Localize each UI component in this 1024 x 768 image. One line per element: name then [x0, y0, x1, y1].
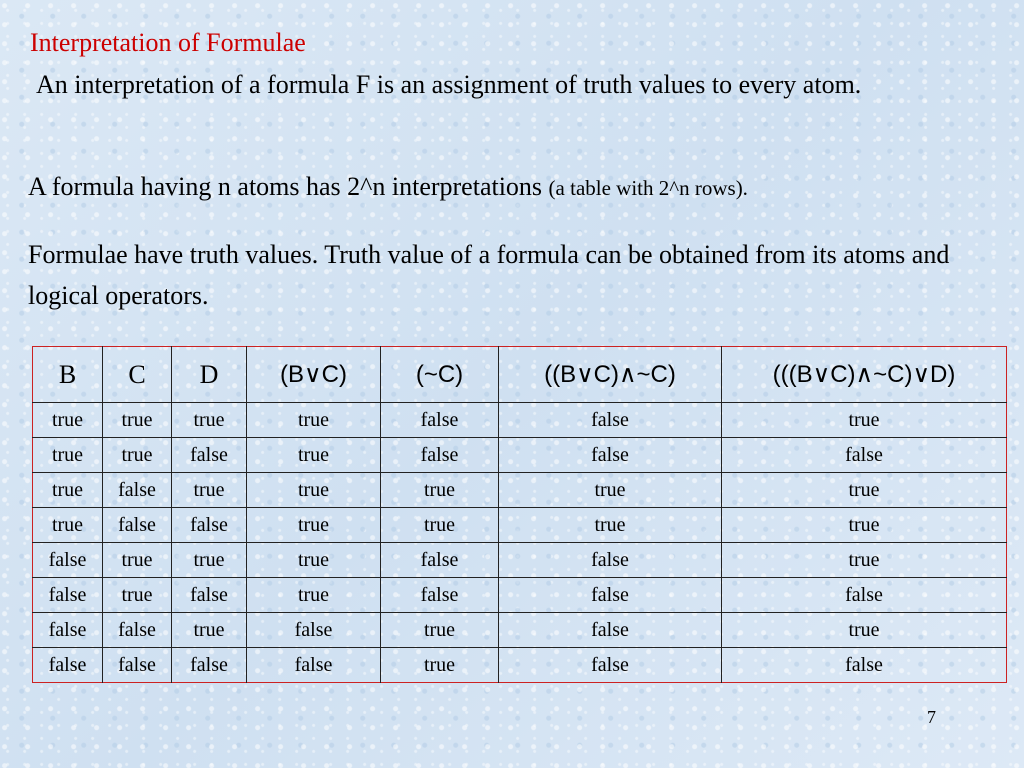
- table-row: [33, 613, 1007, 648]
- table-cell: true: [33, 403, 103, 438]
- table-cell: true: [172, 473, 247, 508]
- table-cell: false: [103, 648, 172, 683]
- table-cell: false: [499, 578, 722, 613]
- table-cell: true: [103, 438, 172, 473]
- table-cell: false: [722, 648, 1007, 683]
- table-cell: false: [33, 613, 103, 648]
- table-cell: false: [499, 438, 722, 473]
- table-cell: false: [499, 613, 722, 648]
- table-row: [33, 403, 1007, 438]
- table-cell: true: [172, 403, 247, 438]
- table-cell: true: [499, 473, 722, 508]
- table-cell: true: [381, 508, 499, 543]
- table-row: [33, 543, 1007, 578]
- table-cell: true: [247, 403, 381, 438]
- table-cell: false: [247, 613, 381, 648]
- table-row: [33, 648, 1007, 683]
- table-cell: true: [247, 473, 381, 508]
- interpretations-count-paragraph: [28, 166, 1018, 209]
- interpretations-count-text: A formula having n atoms has 2^n interpretations: [28, 172, 543, 201]
- table-row: [33, 578, 1007, 613]
- table-cell: false: [172, 438, 247, 473]
- column-header-b: B: [58, 359, 77, 389]
- table-cell: false: [33, 543, 103, 578]
- slide-title: Interpretation of Formulae: [30, 28, 306, 57]
- table-cell: true: [381, 613, 499, 648]
- table-cell: false: [103, 473, 172, 508]
- table-header-row: [33, 347, 1007, 403]
- table-cell: false: [172, 508, 247, 543]
- table-cell: true: [247, 508, 381, 543]
- page-number: 7: [927, 707, 936, 727]
- column-header-d: D: [172, 347, 247, 403]
- table-cell: false: [381, 438, 499, 473]
- table-cell: false: [381, 543, 499, 578]
- table-cell: true: [381, 648, 499, 683]
- table-cell: false: [499, 648, 722, 683]
- table-cell: true: [381, 473, 499, 508]
- table-cell: false: [172, 648, 247, 683]
- table-cell: false: [103, 508, 172, 543]
- definition-paragraph: An interpretation of a formula F is an assignment of truth values to every atom.: [36, 70, 862, 99]
- interpretations-count-note: (a table with 2^n rows).: [548, 176, 748, 200]
- column-header-c: C: [103, 347, 172, 403]
- column-header-conjunction: ((B∨C)∧~C): [499, 347, 722, 403]
- table-cell: true: [33, 508, 103, 543]
- table-cell: true: [499, 508, 722, 543]
- truth-table: [32, 346, 1007, 683]
- table-cell: true: [722, 613, 1007, 648]
- table-cell: false: [722, 578, 1007, 613]
- table-cell: false: [103, 613, 172, 648]
- table-cell: true: [722, 508, 1007, 543]
- table-cell: true: [103, 403, 172, 438]
- table-cell: false: [381, 403, 499, 438]
- table-cell: true: [247, 543, 381, 578]
- table-cell: false: [499, 403, 722, 438]
- table-cell: false: [33, 578, 103, 613]
- table-cell: false: [172, 578, 247, 613]
- table-cell: true: [172, 543, 247, 578]
- table-cell: false: [48, 653, 87, 676]
- table-row: [33, 508, 1007, 543]
- table-cell: false: [247, 648, 381, 683]
- table-cell: true: [172, 613, 247, 648]
- truth-values-paragraph: Formulae have truth values. Truth value of a formula can be obtained from its atoms and logical operators.: [28, 240, 950, 310]
- table-cell: true: [247, 578, 381, 613]
- table-cell: true: [722, 403, 1007, 438]
- table-cell: true: [33, 438, 103, 473]
- column-header-not-c: (~C): [381, 347, 499, 403]
- table-cell: true: [247, 438, 381, 473]
- table-row: [33, 473, 1007, 508]
- table-cell: false: [499, 543, 722, 578]
- table-cell: false: [381, 578, 499, 613]
- table-cell: true: [722, 473, 1007, 508]
- table-cell: true: [722, 543, 1007, 578]
- table-cell: true: [103, 578, 172, 613]
- table-cell: false: [722, 438, 1007, 473]
- table-cell: true: [33, 473, 103, 508]
- column-header-full-formula: (((B∨C)∧~C)∨D): [722, 347, 1007, 403]
- column-header-b-or-c: (B∨C): [247, 347, 381, 403]
- table-cell: true: [103, 543, 172, 578]
- table-row: [33, 438, 1007, 473]
